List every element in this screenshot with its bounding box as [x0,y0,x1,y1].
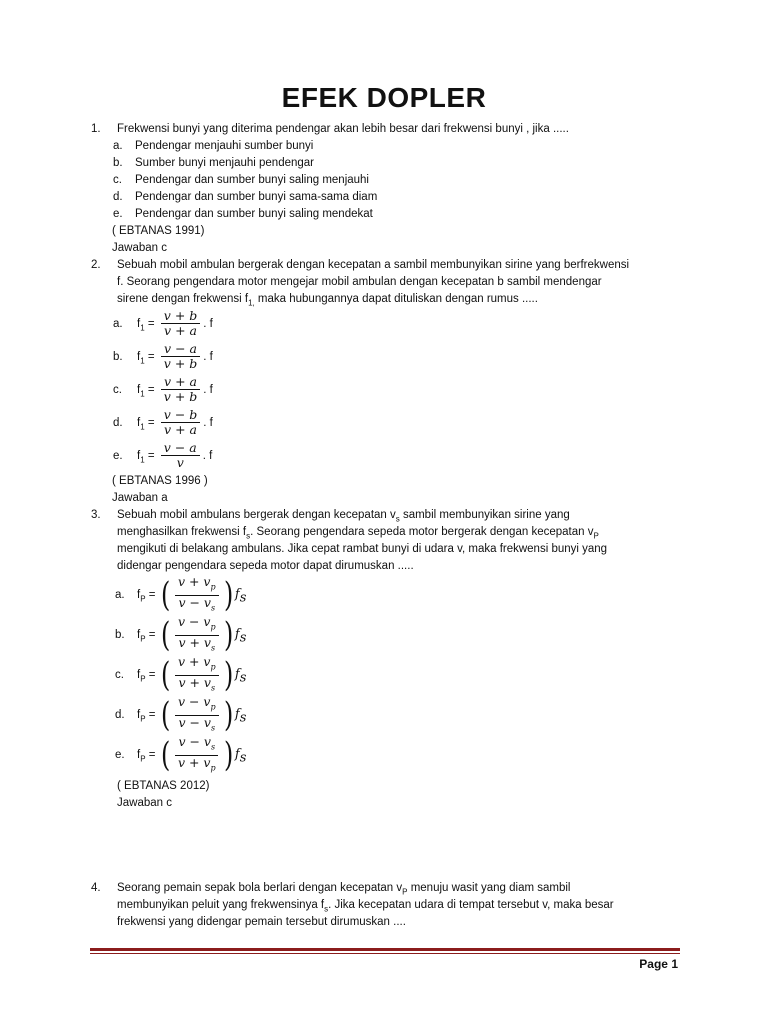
bracketed-fraction: ( $\frac{v - v_s}{v + v_p}$ ) [160,734,233,775]
option-d: d. $f_1$ = $\frac{v - b}{v + a}$ . f [113,407,213,438]
option-d: d. $f_P$ = ( $\frac{v - v_p}{v - v_s}$ ) $f_s$ [115,694,247,735]
option-e: e. Pendengar dan sumber bunyi saling mendekat [113,208,373,220]
bracketed-fraction: ( $\frac{v + v_p}{v + v_s}$ ) [160,654,233,695]
option-e: e. $f_P$ = ( $\frac{v - v_s}{v + v_p}$ ) $f_s$ [115,734,247,775]
option-c: c. $f_P$ = ( $\frac{v + v_p}{v + v_s}$ ) $f_s$ [115,654,247,695]
question-text: Frekwensi bunyi yang diterima pendengar akan lebih besar dari frekwensi bunyi , jika ..... [117,123,569,135]
question-text-line: membunyikan peluit yang frekwensinya $f_s$. Jika kecepatan udara di tempat tersebut v, maka besar [117,899,614,914]
page-number: Page 1 [639,957,678,971]
question-number: 3. [91,509,101,521]
bracketed-fraction: ( $\frac{v + v_p}{v - v_s}$ ) [160,574,233,615]
question-text-line: Sebuah mobil ambulans bergerak dengan kecepatan $v_s$ sambil membunyikan sirine yang [117,509,570,524]
fraction: $\frac{v + b}{v + a}$ [161,309,200,338]
bracketed-fraction: ( $\frac{v - v_p}{v + v_s}$ ) [160,614,233,655]
option-e: e. $f_1$ = $\frac{v - a}{v}$ . f [113,440,213,471]
fraction: $\frac{v + a}{v + b}$ [161,375,200,404]
fraction: $\frac{v - a}{v + b}$ [161,342,200,371]
question-number: 2. [91,259,101,271]
option-c: c. $f_1$ = $\frac{v + a}{v + b}$ . f [113,374,213,405]
option-a: a. $f_P$ = ( $\frac{v + v_p}{v - v_s}$ ) $f_s$ [115,574,247,615]
question-text-line: frekwensi yang didengar pemain tersebut dirumuskan .... [117,916,406,928]
answer-key: Jawaban c [117,797,172,809]
page-title: EFEK DOPLER [281,82,487,113]
exam-source: ( EBTANAS 1991) [112,225,205,237]
option-b: b. Sumber bunyi menjauhi pendengar [113,157,315,169]
question-text-line: menghasilkan frekwensi $f_s$. Seorang pengendara sepeda motor bergerak dengan kecepatan $v_P$ [117,526,599,541]
question-text-line: Seorang pemain sepak bola berlari dengan kecepatan $v_P$ menuju wasit yang diam sambil [117,882,571,897]
option-c: c. Pendengar dan sumber bunyi saling menjauhi [113,174,369,186]
question-text-line: mengikuti di belakang ambulans. Jika cepat rambat bunyi di udara v, maka frekwensi bunyi yang [117,543,608,555]
fraction: $\frac{v - b}{v + a}$ [161,408,200,437]
option-a: a. Pendengar menjauhi sumber bunyi [113,140,314,152]
answer-key: Jawaban c [112,242,167,254]
footer-divider [90,948,680,951]
option-a: a. $f_1$ = $\frac{v + b}{v + a}$ . f [113,308,213,339]
option-b: b. $f_1$ = $\frac{v - a}{v + b}$ . f [113,341,213,372]
option-d: d. Pendengar dan sumber bunyi sama-sama diam [113,191,378,203]
exam-source: ( EBTANAS 2012) [117,780,210,792]
exam-source: ( EBTANAS 1996 ) [112,475,208,487]
question-number: 1. [91,123,101,135]
question-text-line: sirene dengan frekwensi $f_{1,}$ maka hubungannya dapat dituliskan dengan rumus ..... [117,293,538,308]
question-text-line: Sebuah mobil ambulan bergerak dengan kecepatan a sambil membunyikan sirine yang berfrekwensi [117,259,630,271]
option-b: b. $f_P$ = ( $\frac{v - v_p}{v + v_s}$ ) $f_s$ [115,614,247,655]
fraction: $\frac{v - a}{v}$ [161,441,200,470]
answer-key: Jawaban a [112,492,168,504]
footer-divider-thin [90,953,680,954]
question-number: 4. [91,882,101,894]
bracketed-fraction: ( $\frac{v - v_p}{v - v_s}$ ) [160,694,233,735]
question-text-line: f. Seorang pengendara motor mengejar mobil ambulan dengan kecepatan b sambil mendengar [117,276,602,288]
question-text-line: didengar pengendara sepeda motor dapat dirumuskan ..... [117,560,414,572]
